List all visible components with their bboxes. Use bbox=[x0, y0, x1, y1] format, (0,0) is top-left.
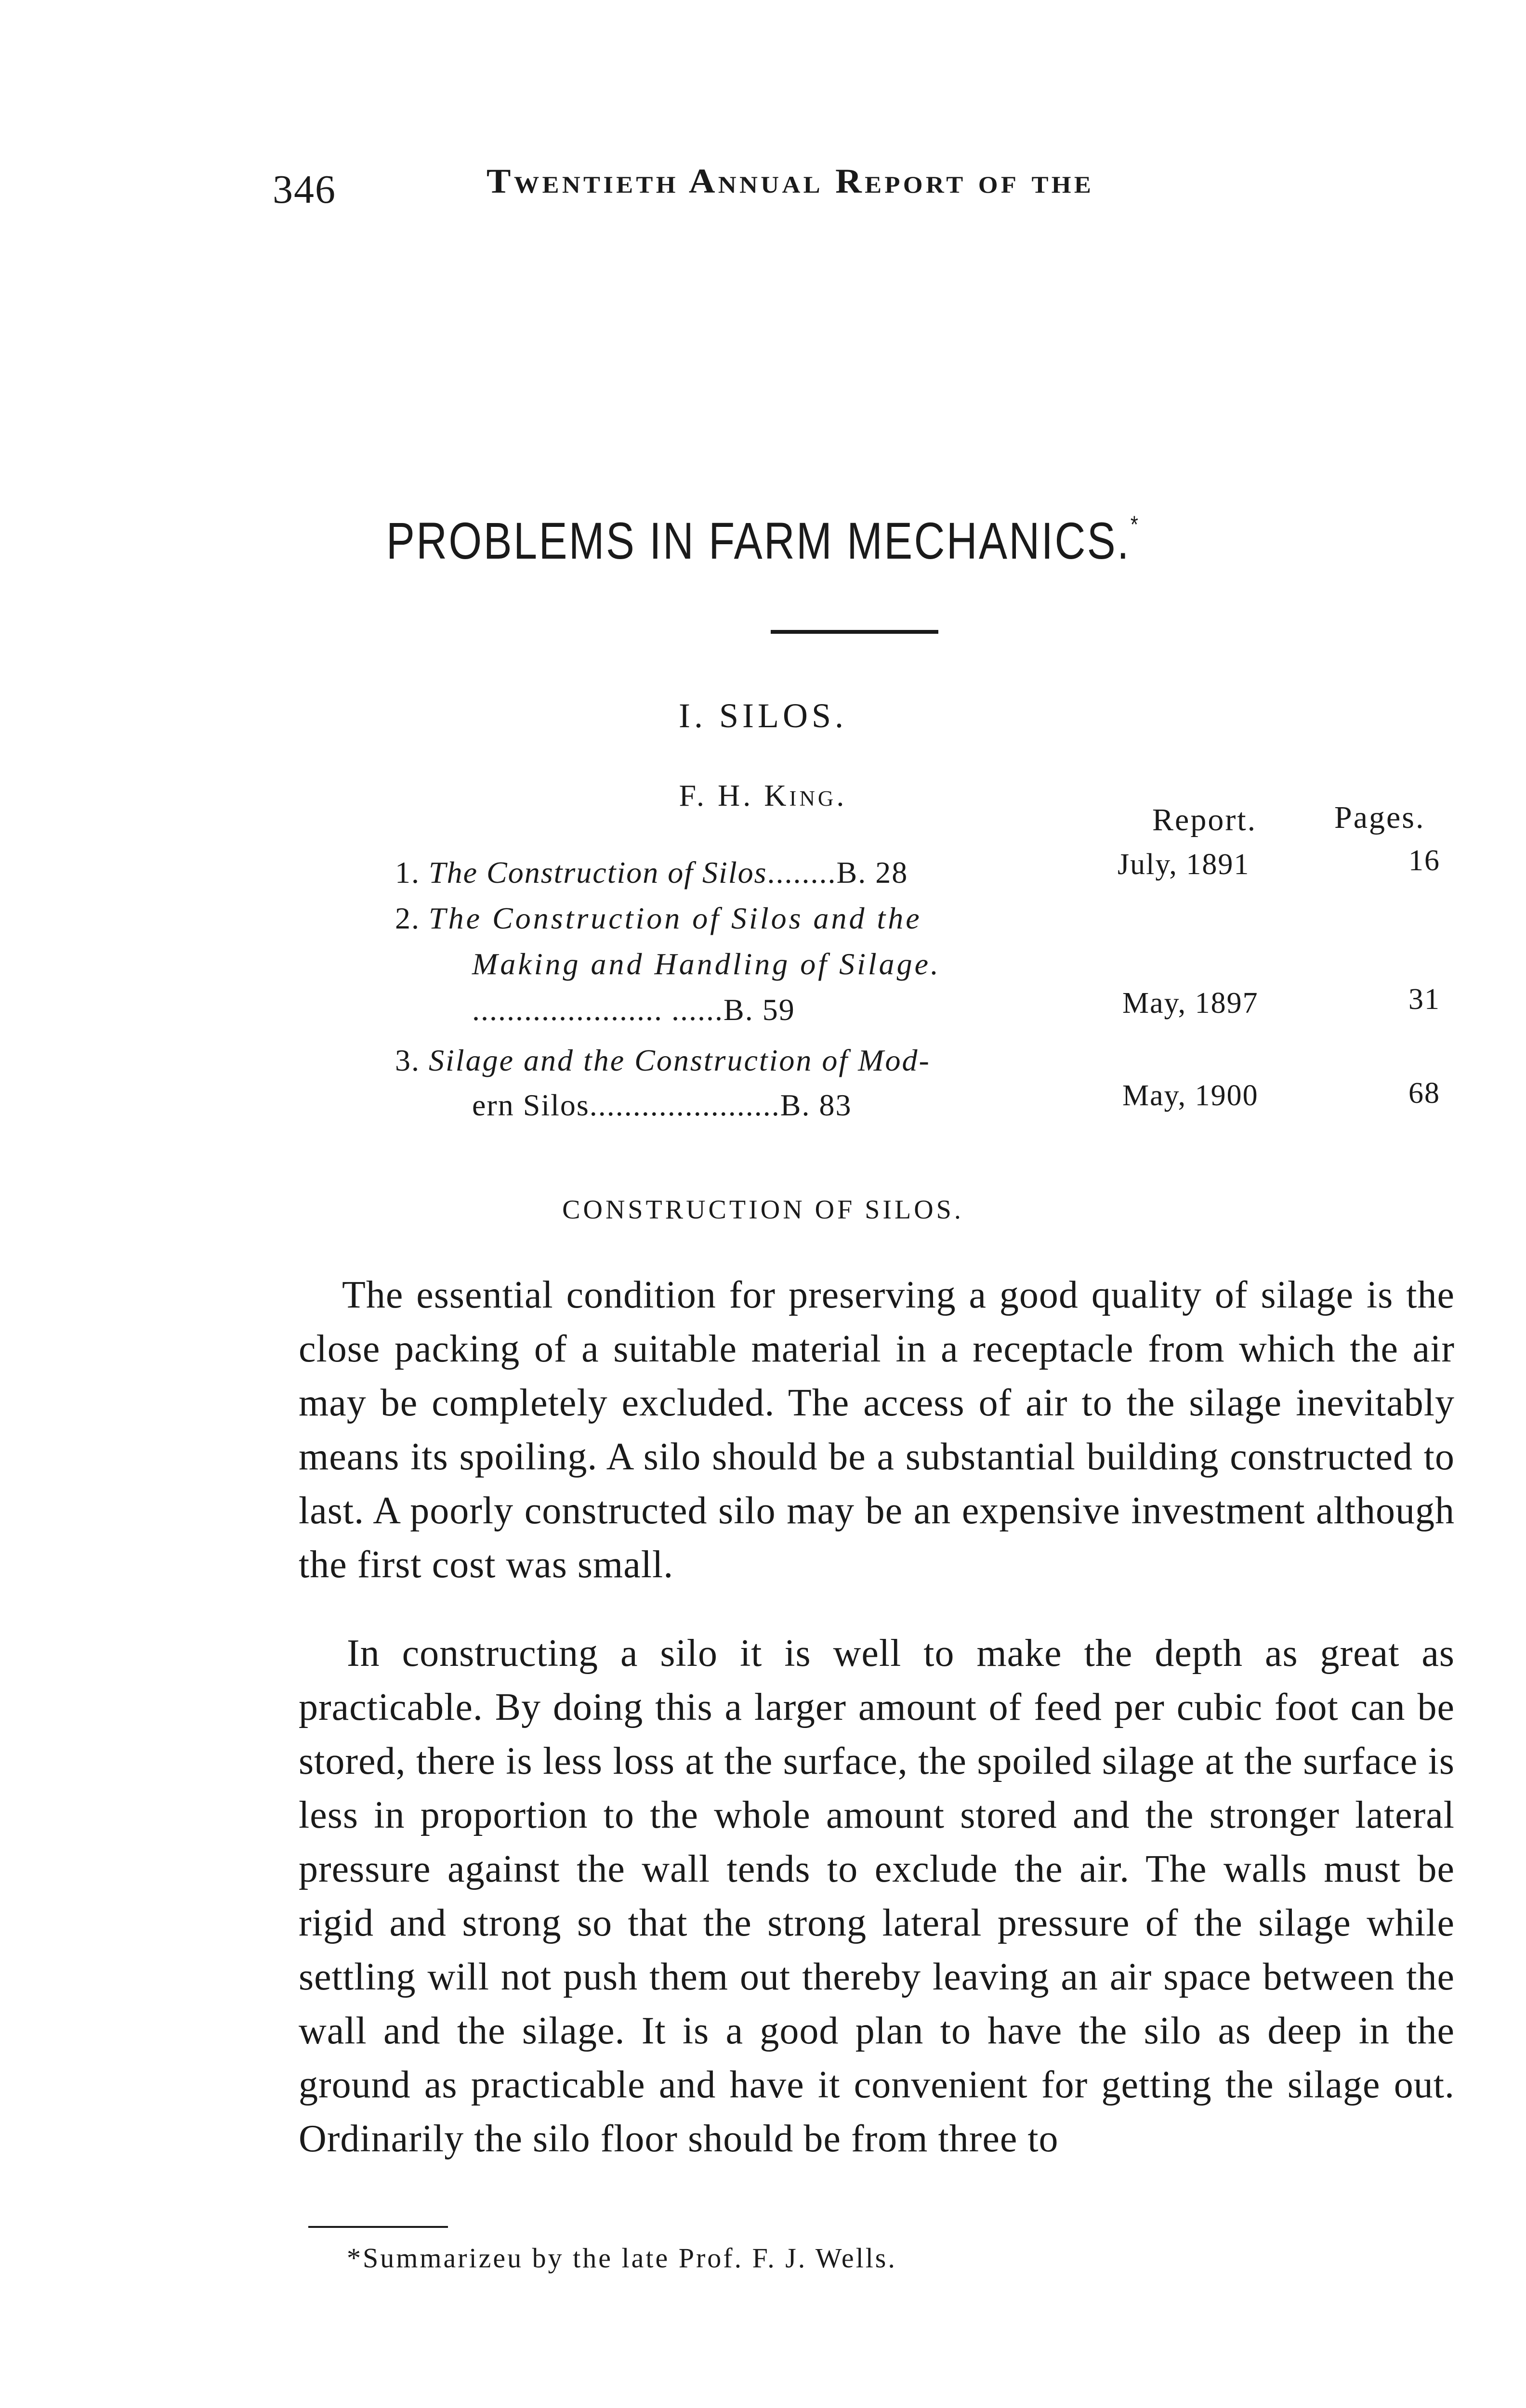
publication-bulletin: B. 59 bbox=[724, 993, 795, 1027]
publication-item-2-line3 bbox=[472, 992, 795, 1028]
publication-title-continued: Making and Handling of Silage. bbox=[472, 947, 941, 981]
publication-title: Silage and the Construction of Mod- bbox=[429, 1043, 931, 1077]
publication-leader: ........ bbox=[767, 855, 837, 890]
publication-item-1 bbox=[395, 855, 908, 890]
publication-pages: 16 bbox=[1408, 844, 1440, 877]
publication-number: 3. bbox=[395, 1043, 420, 1077]
publication-item-2 bbox=[395, 901, 922, 936]
publication-number: 2. bbox=[395, 901, 420, 935]
publication-date: May, 1900 bbox=[1122, 1079, 1259, 1112]
publication-pages: 31 bbox=[1408, 983, 1440, 1016]
page-number: 346 bbox=[273, 167, 336, 212]
publication-item-3 bbox=[395, 1043, 931, 1078]
publication-pages: 68 bbox=[1408, 1077, 1440, 1110]
publication-title-continued: ern Silos bbox=[472, 1088, 590, 1122]
footnote: *Summarizeu by the late Prof. F. J. Wells. bbox=[347, 2242, 897, 2274]
publication-title: The Construction of Silos and the bbox=[429, 901, 922, 935]
article-title-text: PROBLEMS IN FARM MECHANICS. bbox=[386, 511, 1131, 570]
footnote-divider bbox=[308, 2226, 448, 2228]
publication-date: July, 1891 bbox=[1118, 848, 1250, 881]
section-heading: I. SILOS. bbox=[678, 696, 847, 735]
publication-item-3-line2 bbox=[472, 1087, 852, 1123]
article-title bbox=[137, 510, 1389, 571]
column-header-report: Report. bbox=[1152, 802, 1257, 838]
publication-bulletin: B. 83 bbox=[780, 1088, 852, 1122]
running-title: Twentieth Annual Report of the bbox=[487, 162, 1094, 200]
publication-title: The Construction of Silos bbox=[429, 855, 767, 890]
publication-bulletin: B. 28 bbox=[836, 855, 908, 890]
publication-leader: ...................... bbox=[589, 1088, 780, 1122]
publication-leader: ...................... ...... bbox=[472, 993, 724, 1027]
author-name: F. H. King. bbox=[679, 778, 847, 812]
footnote-marker: * bbox=[1130, 511, 1140, 538]
column-header-pages: Pages. bbox=[1334, 800, 1425, 835]
body-paragraph-1: The essential condition for preserving a good quality of silage is the close packing of a suitable material in a receptacle from which the air may be completely excluded. The access of air to the silage inevitably means its spoiling. A silo should be a substantial building constructed to last. A poorly constructed silo may be an expensive investment although the first cost was small. bbox=[299, 1274, 1455, 1586]
body-paragraph-2: In constructing a silo it is well to make the depth as great as practicable. By doing this a larger amount of feed per cubic foot can be stored, there is less loss at the surface, the spoiled silage at the surface is less in proportion to the whole amount stored and the stronger lateral pressure against the wall tends to exclude the air. The walls must be rigid and strong so that the strong lateral pressure of the silage while settling will not push them out thereby leaving an air space between the wall and the silage. It is a good plan to have the silo as deep in the ground as practicable and have it convenient for getting the silage out. Ordinarily the silo floor should be from three to bbox=[299, 1632, 1455, 2160]
publication-date: May, 1897 bbox=[1122, 987, 1259, 1020]
publication-item-2-line2 bbox=[472, 946, 941, 982]
title-divider bbox=[771, 630, 938, 634]
publication-number: 1. bbox=[395, 855, 420, 890]
subsection-heading: CONSTRUCTION OF SILOS. bbox=[562, 1195, 964, 1225]
